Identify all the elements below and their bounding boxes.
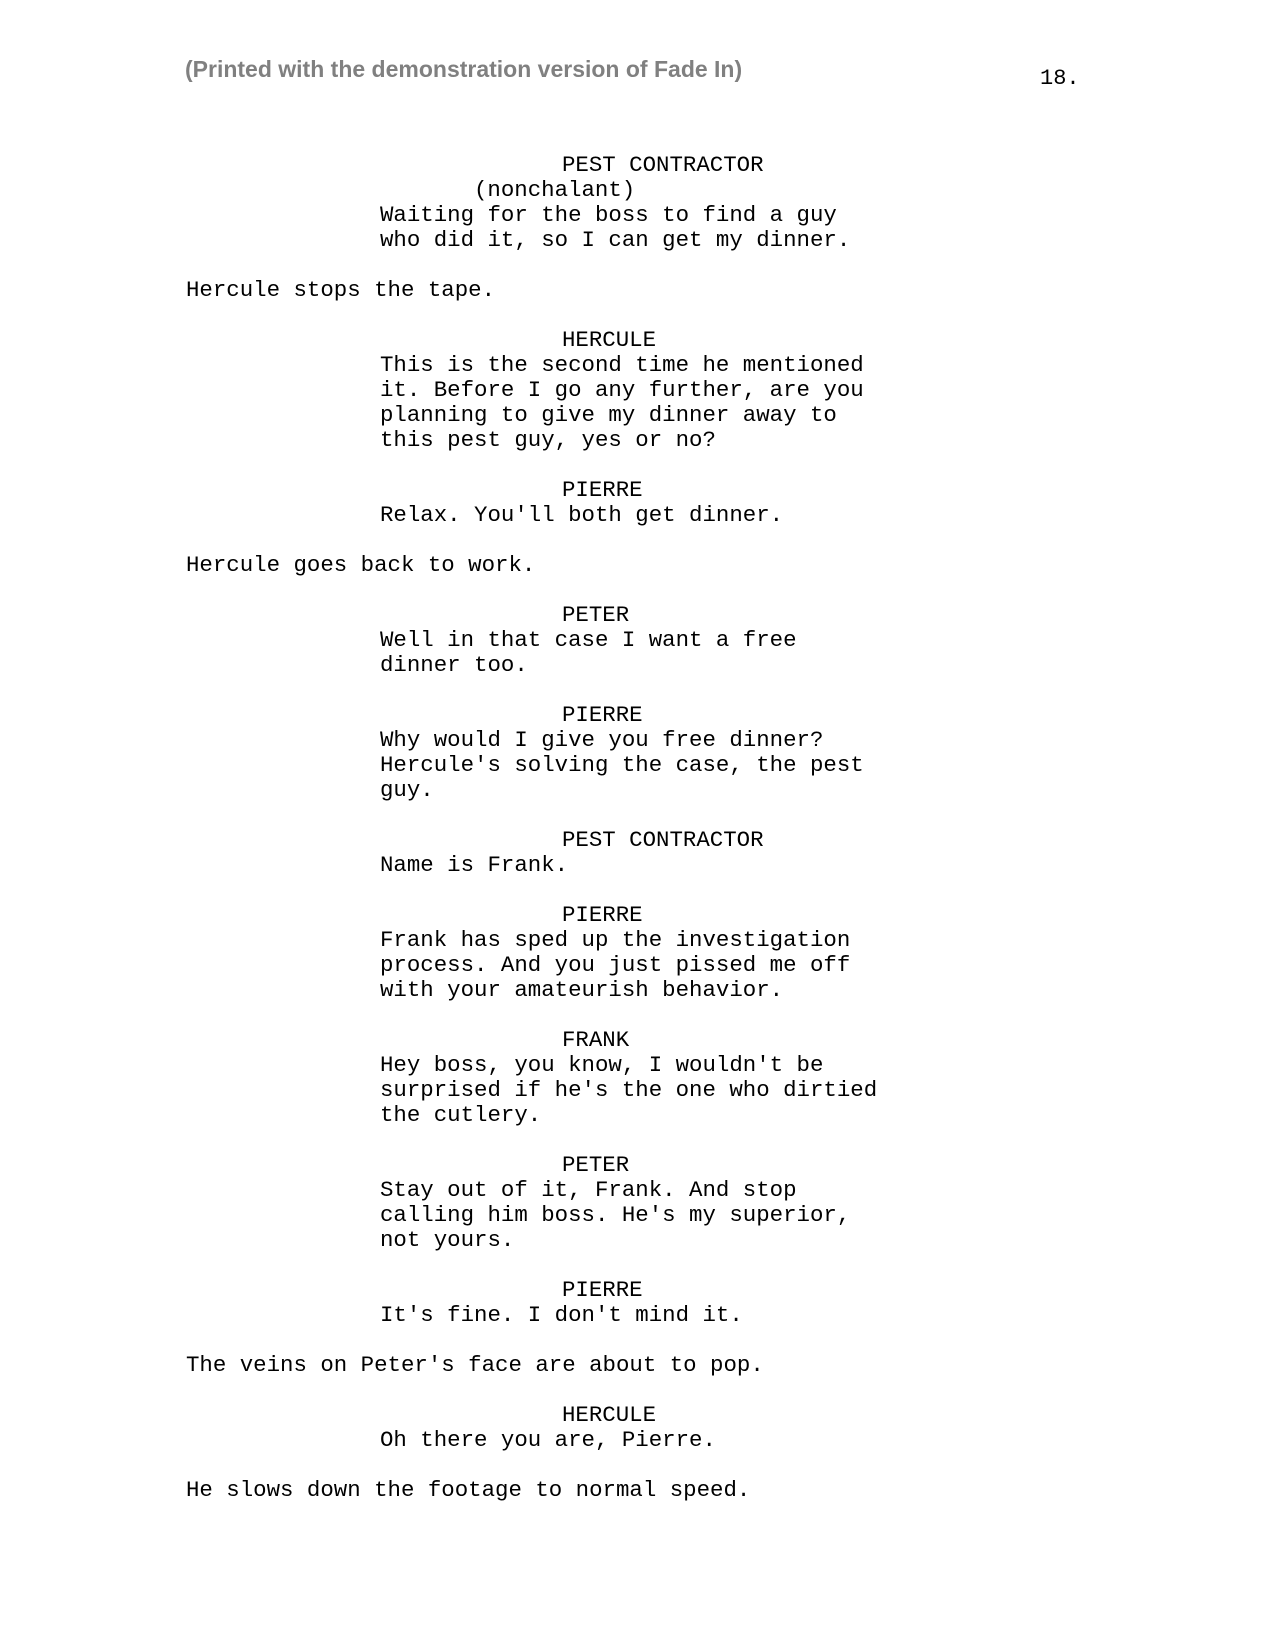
dialogue-line: Frank has sped up the investigation <box>380 927 851 953</box>
dialogue-line: not yours. <box>380 1227 515 1253</box>
dialogue-line: Why would I give you free dinner? <box>380 727 824 753</box>
dialogue-line: Name is Frank. <box>380 852 569 878</box>
dialogue-line: Relax. You'll both get dinner. <box>380 502 784 528</box>
dialogue-block <box>0 828 1275 878</box>
dialogue-line: who did it, so I can get my dinner. <box>380 227 851 253</box>
dialogue-line: calling him boss. He's my superior, <box>380 1202 851 1228</box>
character-name: PEST CONTRACTOR <box>562 827 764 853</box>
action-line: He slows down the footage to normal speed. <box>186 1477 751 1503</box>
character-name: PIERRE <box>562 902 643 928</box>
character-name: HERCULE <box>562 1402 657 1428</box>
dialogue-block <box>0 703 1275 803</box>
dialogue-block <box>0 328 1275 453</box>
dialogue-block <box>0 478 1275 528</box>
dialogue-block <box>0 1028 1275 1128</box>
dialogue-line: Waiting for the boss to find a guy <box>380 202 837 228</box>
demo-watermark: (Printed with the demonstration version of Fade In) <box>185 56 743 82</box>
character-name: PIERRE <box>562 477 643 503</box>
action-line: Hercule goes back to work. <box>186 552 536 578</box>
dialogue-line: it. Before I go any further, are you <box>380 377 864 403</box>
dialogue-line: Hey boss, you know, I wouldn't be <box>380 1052 824 1078</box>
dialogue-line: Well in that case I want a free <box>380 627 797 653</box>
action-line: Hercule stops the tape. <box>186 277 496 303</box>
dialogue-line: Stay out of it, Frank. And stop <box>380 1177 797 1203</box>
dialogue-line: It's fine. I don't mind it. <box>380 1302 743 1328</box>
dialogue-line: Oh there you are, Pierre. <box>380 1427 716 1453</box>
character-name: PIERRE <box>562 702 643 728</box>
dialogue-block <box>0 903 1275 1003</box>
dialogue-line: this pest guy, yes or no? <box>380 427 716 453</box>
dialogue-block <box>0 1403 1275 1453</box>
character-name: PETER <box>562 1152 630 1178</box>
dialogue-line: Hercule's solving the case, the pest <box>380 752 864 778</box>
dialogue-block <box>0 1278 1275 1328</box>
dialogue-line: surprised if he's the one who dirtied <box>380 1077 878 1103</box>
dialogue-block <box>0 1153 1275 1253</box>
dialogue-line: This is the second time he mentioned <box>380 352 864 378</box>
dialogue-line: planning to give my dinner away to <box>380 402 837 428</box>
action-line: The veins on Peter's face are about to pop. <box>186 1352 764 1378</box>
character-name: HERCULE <box>562 327 657 353</box>
dialogue-block <box>0 603 1275 678</box>
dialogue-block <box>0 153 1275 253</box>
character-name: PIERRE <box>562 1277 643 1303</box>
character-name: FRANK <box>562 1027 630 1053</box>
script-body <box>0 153 1275 1528</box>
dialogue-line: process. And you just pissed me off <box>380 952 851 978</box>
dialogue-line: the cutlery. <box>380 1102 542 1128</box>
dialogue-line: with your amateurish behavior. <box>380 977 784 1003</box>
dialogue-line: guy. <box>380 777 434 803</box>
character-name: PETER <box>562 602 630 628</box>
parenthetical: (nonchalant) <box>474 177 636 203</box>
page-number: 18. <box>1040 66 1080 91</box>
character-name: PEST CONTRACTOR <box>562 152 764 178</box>
dialogue-line: dinner too. <box>380 652 528 678</box>
